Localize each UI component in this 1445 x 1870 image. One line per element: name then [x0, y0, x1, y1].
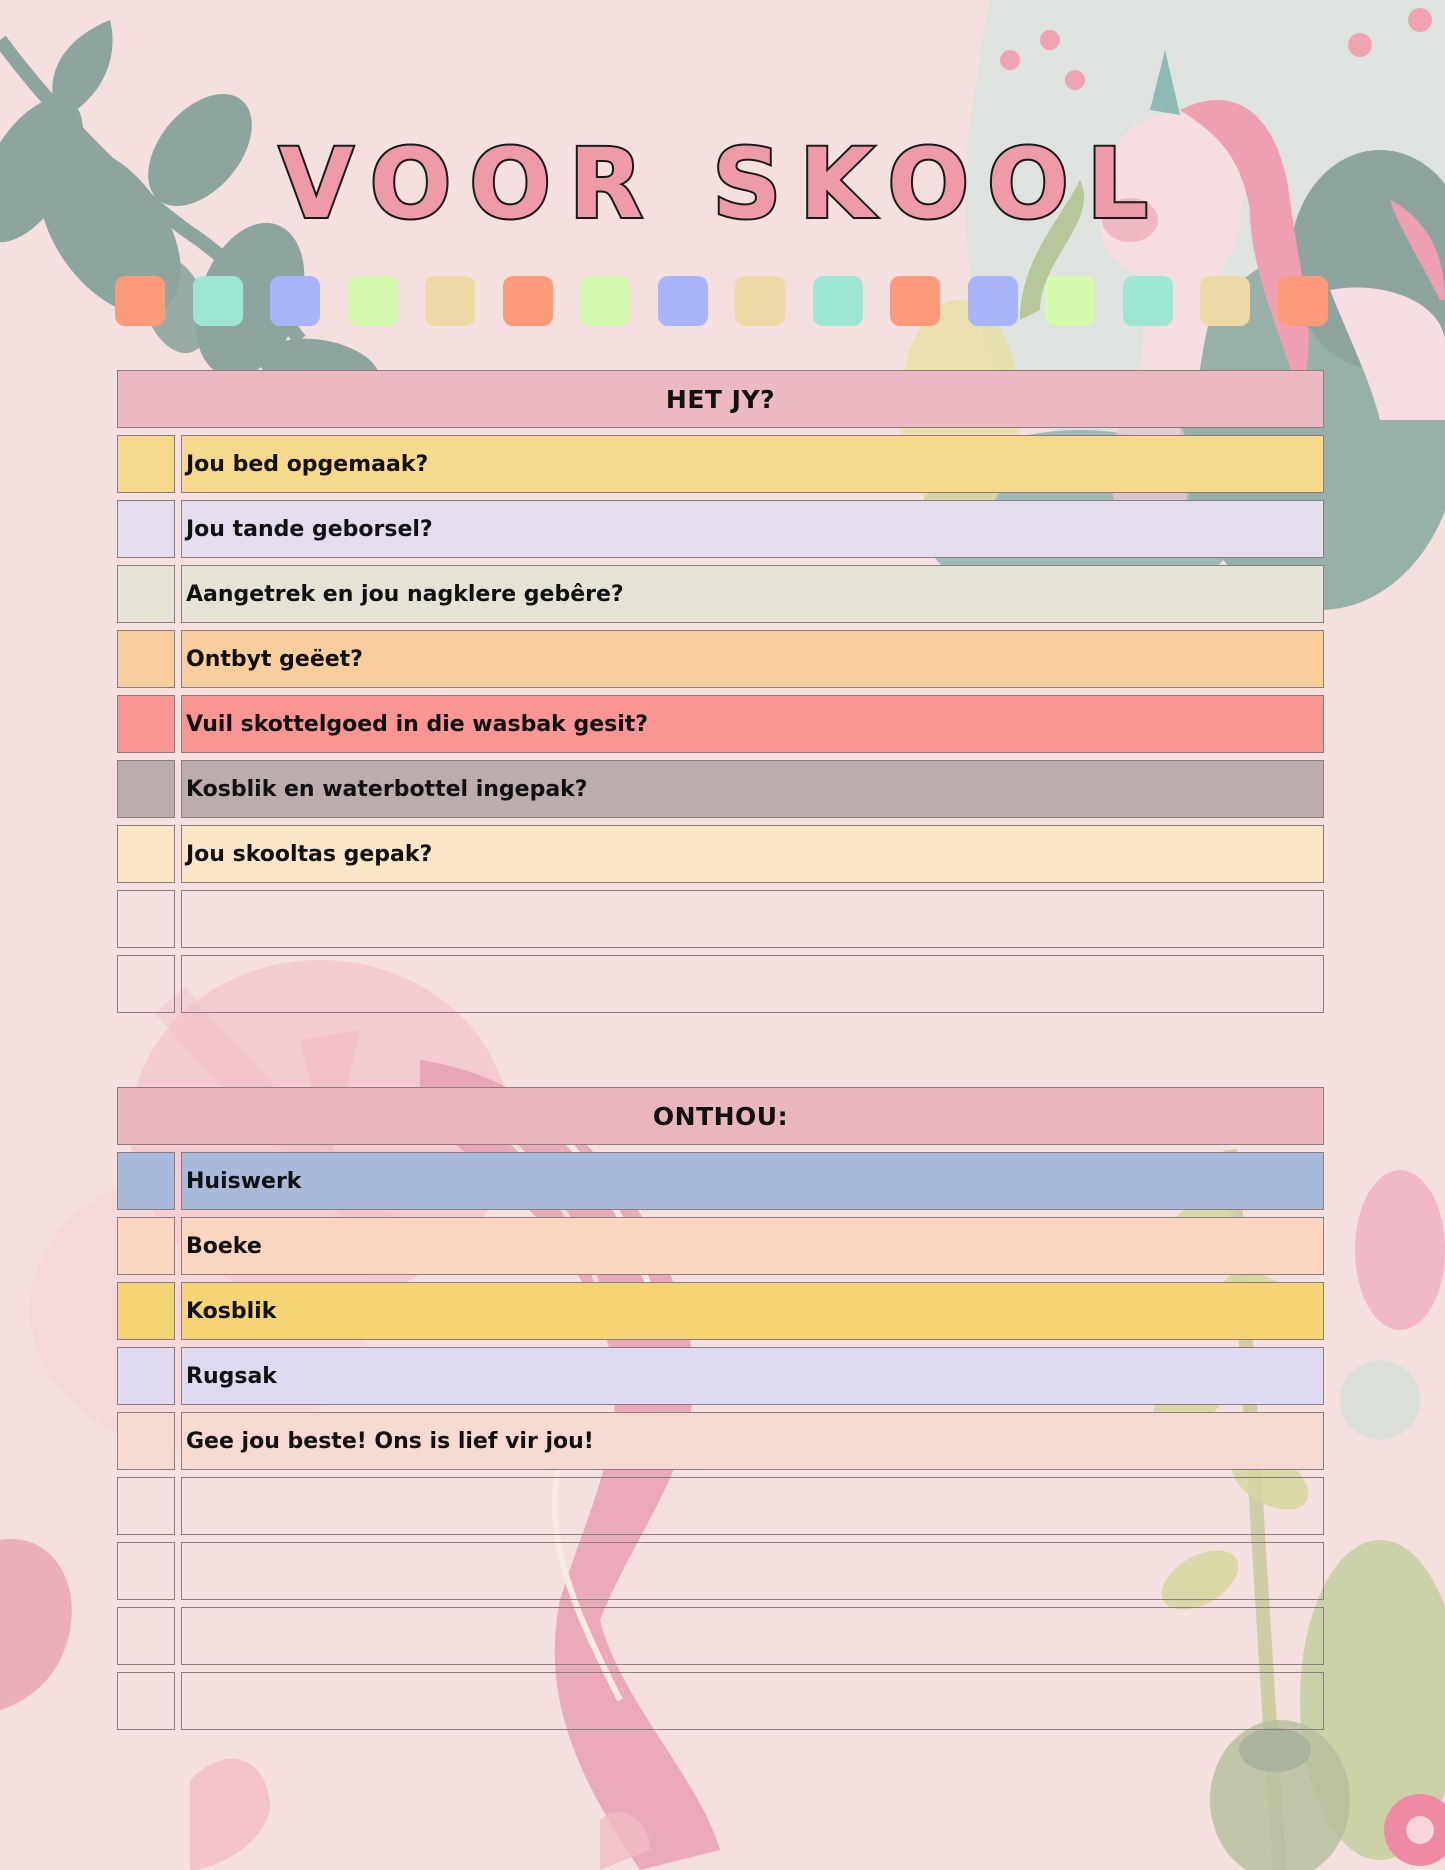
color-swatch [115, 276, 165, 326]
checkbox[interactable] [117, 435, 175, 493]
checkbox[interactable] [117, 1282, 175, 1340]
checklist-row [117, 890, 1324, 948]
checkbox[interactable] [117, 500, 175, 558]
checklist-item-label[interactable]: Jou skooltas gepak? [181, 825, 1324, 883]
checkbox[interactable] [117, 955, 175, 1013]
checkbox[interactable] [117, 1217, 175, 1275]
checklist-item-label[interactable]: Boeke [181, 1217, 1324, 1275]
checklist-row [117, 1607, 1324, 1665]
checklist-row [117, 435, 1324, 493]
checklist-row [117, 1347, 1324, 1405]
checklist-item-label[interactable] [181, 1607, 1324, 1665]
color-swatch [1123, 276, 1173, 326]
checklist-row [117, 955, 1324, 1013]
checklist-item-label[interactable] [181, 890, 1324, 948]
color-swatch [1200, 276, 1250, 326]
color-swatch [425, 276, 475, 326]
checkbox[interactable] [117, 1477, 175, 1535]
checklist-item-label[interactable] [181, 1672, 1324, 1730]
checklist-item-label[interactable]: Huiswerk [181, 1152, 1324, 1210]
color-swatch [503, 276, 553, 326]
page-title: VOOR SKOOL [279, 128, 1166, 240]
checklist-item-label[interactable] [181, 955, 1324, 1013]
checklist-row [117, 1412, 1324, 1470]
checklist-row [117, 500, 1324, 558]
checkbox[interactable] [117, 1347, 175, 1405]
checkbox[interactable] [117, 1152, 175, 1210]
checklist-row [117, 630, 1324, 688]
color-swatch [348, 276, 398, 326]
color-swatch [890, 276, 940, 326]
checklist-item-label[interactable]: Gee jou beste! Ons is lief vir jou! [181, 1412, 1324, 1470]
checklist-section-onthou [117, 1087, 1324, 1730]
color-swatch-row [115, 276, 1328, 326]
checklist-row [117, 1282, 1324, 1340]
checklist-row [117, 1672, 1324, 1730]
section-header: HET JY? [117, 370, 1324, 428]
checkbox[interactable] [117, 890, 175, 948]
color-swatch [968, 276, 1018, 326]
checklist-row [117, 1217, 1324, 1275]
color-swatch [735, 276, 785, 326]
color-swatch [1045, 276, 1095, 326]
color-swatch [658, 276, 708, 326]
checklist-item-label[interactable] [181, 1477, 1324, 1535]
checkbox[interactable] [117, 565, 175, 623]
checklist-item-label[interactable]: Kosblik [181, 1282, 1324, 1340]
checkbox[interactable] [117, 1542, 175, 1600]
checkbox[interactable] [117, 760, 175, 818]
color-swatch [813, 276, 863, 326]
checklist-item-label[interactable] [181, 1542, 1324, 1600]
checklist-item-label[interactable]: Ontbyt geëet? [181, 630, 1324, 688]
checklist-row [117, 760, 1324, 818]
checklist-row [117, 825, 1324, 883]
checkbox[interactable] [117, 695, 175, 753]
color-swatch [270, 276, 320, 326]
checklist-row [117, 1477, 1324, 1535]
color-swatch [193, 276, 243, 326]
color-swatch [580, 276, 630, 326]
checkbox[interactable] [117, 630, 175, 688]
checklist-row [117, 1152, 1324, 1210]
checklist-item-label[interactable]: Jou tande geborsel? [181, 500, 1324, 558]
checklist-row [117, 1542, 1324, 1600]
checklist-item-label[interactable]: Jou bed opgemaak? [181, 435, 1324, 493]
checklist-row [117, 695, 1324, 753]
checklist-item-label[interactable]: Vuil skottelgoed in die wasbak gesit? [181, 695, 1324, 753]
checklist-item-label[interactable]: Rugsak [181, 1347, 1324, 1405]
checkbox[interactable] [117, 1607, 175, 1665]
section-header: ONTHOU: [117, 1087, 1324, 1145]
checkbox[interactable] [117, 1412, 175, 1470]
checklist-item-label[interactable]: Kosblik en waterbottel ingepak? [181, 760, 1324, 818]
checkbox[interactable] [117, 825, 175, 883]
checklist-section-het-jy [117, 370, 1324, 1013]
checklist-row [117, 565, 1324, 623]
checkbox[interactable] [117, 1672, 175, 1730]
checklist-item-label[interactable]: Aangetrek en jou nagklere gebêre? [181, 565, 1324, 623]
color-swatch [1278, 276, 1328, 326]
